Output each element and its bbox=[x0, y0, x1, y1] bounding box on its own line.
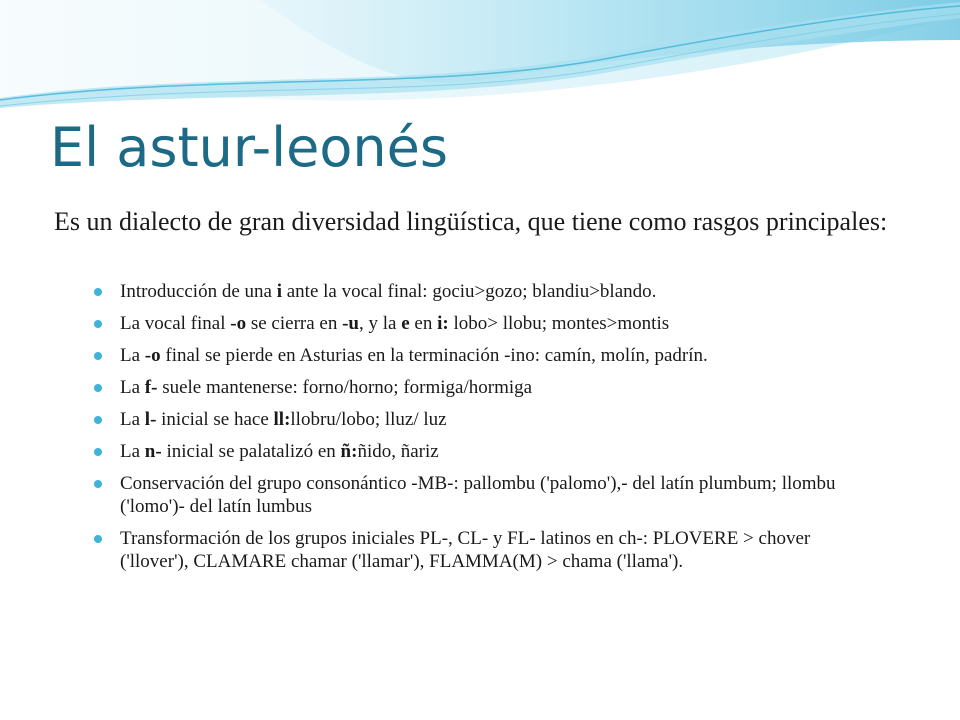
bullet-text-fragment: ante la vocal final: gociu>gozo; blandiu>blando. bbox=[281, 281, 657, 302]
bullet-dot-icon bbox=[94, 384, 102, 392]
bullet-text-fragment: La bbox=[120, 409, 145, 430]
bullet-bold-fragment: -u bbox=[342, 313, 359, 334]
bullet-dot-icon bbox=[94, 535, 102, 543]
slide-title: El astur-leonés bbox=[50, 116, 448, 179]
bullet-text-fragment: lobo> llobu; montes>montis bbox=[448, 313, 670, 334]
bullet-item bbox=[120, 312, 880, 335]
bullet-text-fragment: La bbox=[120, 441, 145, 462]
bullet-item bbox=[120, 376, 880, 399]
bullet-dot-icon bbox=[94, 480, 102, 488]
intro-paragraph: Es un dialecto de gran diversidad lingüística, que tiene como rasgos principales: bbox=[54, 207, 888, 236]
bullet-text-fragment: Conservación del grupo consonántico -MB-: pallombu ('palomo'),- del latín plumbum; llombu ('lomo')- del latín lumbus bbox=[120, 473, 836, 517]
bullet-bold-fragment: ll: bbox=[273, 409, 291, 430]
bullet-list bbox=[120, 280, 880, 582]
bullet-item bbox=[120, 527, 880, 573]
bullet-bold-fragment: -o bbox=[144, 345, 161, 366]
bullet-text-fragment: La bbox=[120, 377, 145, 398]
bullet-text bbox=[120, 473, 836, 517]
bullet-text-fragment: se cierra en bbox=[246, 313, 343, 334]
bullet-bold-fragment: ñ: bbox=[340, 441, 358, 462]
bullet-text-fragment: en bbox=[409, 313, 438, 334]
bullet-text-fragment: final se pierde en Asturias en la terminación -ino: camín, molín, padrín. bbox=[160, 345, 708, 366]
bullet-bold-fragment: f- bbox=[144, 377, 158, 398]
bullet-text bbox=[120, 441, 439, 462]
bullet-text bbox=[120, 281, 656, 302]
bullet-text-fragment: La vocal final bbox=[120, 313, 231, 334]
bullet-item bbox=[120, 440, 880, 463]
bullet-bold-fragment: e bbox=[401, 313, 410, 334]
bullet-text-fragment: suele mantenerse: forno/horno; formiga/hormiga bbox=[157, 377, 533, 398]
bullet-item bbox=[120, 280, 880, 303]
bullet-dot-icon bbox=[94, 320, 102, 328]
bullet-dot-icon bbox=[94, 448, 102, 456]
bullet-text bbox=[120, 377, 532, 398]
bullet-item bbox=[120, 344, 880, 367]
bullet-dot-icon bbox=[94, 288, 102, 296]
bullet-text-fragment: inicial se palatalizó en bbox=[161, 441, 341, 462]
bullet-text-fragment: inicial se hace bbox=[156, 409, 274, 430]
bullet-text-fragment: , y la bbox=[359, 313, 402, 334]
bullet-text bbox=[120, 409, 447, 430]
bullet-item bbox=[120, 472, 880, 518]
bullet-bold-fragment: -o bbox=[230, 313, 247, 334]
bullet-text-fragment: Transformación de los grupos iniciales PL-, CL- y FL- latinos en ch-: PLOVERE > chover ('llover'), CLAMARE chamar ('llamar'), FLAMMA(M) > chama ('llama'). bbox=[120, 528, 811, 572]
bullet-bold-fragment: i bbox=[276, 281, 282, 302]
bullet-text bbox=[120, 528, 810, 572]
bullet-text-fragment: La bbox=[120, 345, 145, 366]
bullet-text-fragment: ñido, ñariz bbox=[357, 441, 439, 462]
bullet-text bbox=[120, 345, 708, 366]
bullet-dot-icon bbox=[94, 352, 102, 360]
bullet-text-fragment: llobru/lobo; lluz/ luz bbox=[290, 409, 447, 430]
bullet-text bbox=[120, 313, 669, 334]
bullet-text-fragment: Introducción de una bbox=[120, 281, 277, 302]
bullet-bold-fragment: l- bbox=[144, 409, 157, 430]
bullet-item bbox=[120, 408, 880, 431]
bullet-bold-fragment: i: bbox=[437, 313, 449, 334]
bullet-bold-fragment: n- bbox=[144, 441, 162, 462]
header-wave-decoration bbox=[0, 0, 960, 130]
bullet-dot-icon bbox=[94, 416, 102, 424]
